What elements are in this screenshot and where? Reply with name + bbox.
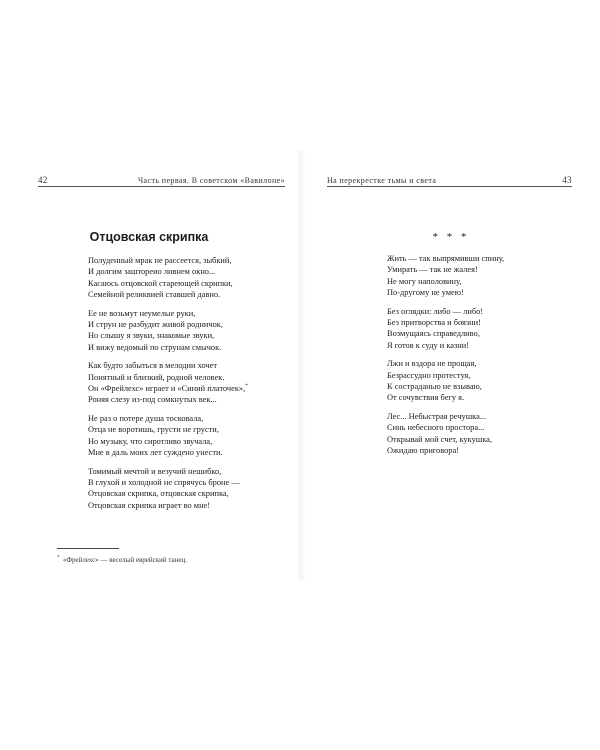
poem-line: Понятный и близкий, родной человек. [88, 372, 225, 382]
poem-line: Лес... Небыстрая речушка... [387, 411, 487, 421]
poem-line: Не раз о потере душа тосковала, [88, 413, 204, 423]
poem-line: Роняя слезу из-под сомкнутых век... [88, 395, 217, 405]
right-running-title: На перекрестке тьмы и света [327, 176, 437, 185]
poem-line: Не могу наполовину, [387, 276, 462, 286]
poem-line: Я готов к суду и казни! [387, 340, 470, 350]
poem-line: Безрассудно протестуя, [387, 370, 471, 380]
footnote-rule [57, 548, 119, 549]
poem-line: Отцовская скрипка, отцовская скрипка, [88, 489, 229, 499]
stanza [88, 308, 288, 354]
poem-line: В глухой и холодной не спрячусь броне — [88, 477, 240, 487]
poem-line: К состраданью не взываю, [387, 382, 482, 392]
poem-line: Синь небесного простора... [387, 423, 485, 433]
poem-line: Без оглядки: либо — либо! [387, 306, 484, 316]
poem-line-with-footnote [88, 383, 288, 394]
poem-line: Отца не воротишь, грусти не грусти, [88, 425, 219, 435]
poem-line: Умирать — так не жалея! [387, 265, 478, 275]
stanza [88, 466, 288, 512]
footnote-mark: * [57, 555, 60, 561]
left-poem [88, 255, 288, 518]
poem-line: И вижу ведомый по струнам смычок. [88, 342, 222, 352]
poem-line: Семейной реликвией ставшей давно. [88, 290, 221, 300]
poem-line: Полуденный мрак не рассеется, зыбкий, [88, 256, 232, 265]
poem-line: И долгим заштореио ливнем окно... [88, 267, 216, 277]
left-page [0, 0, 298, 750]
stanza [88, 255, 288, 301]
stanza [387, 306, 587, 352]
poem-line-text: Он «Фрейлехс» играет и «Синий платочек», [88, 384, 246, 394]
right-page-number: 43 [562, 175, 572, 185]
poem-line: Но музыку, что сиротливо звучала, [88, 436, 213, 446]
poem-line: Томимый мечтой и везучий нешибко, [88, 466, 222, 476]
poem-line: От сочувствия бегу я. [387, 393, 465, 403]
poem-line: Жить — так выпрямивши спину, [387, 254, 505, 263]
poem-line: Лжи и вздора не прощая, [387, 359, 477, 369]
left-header-rule [38, 186, 285, 187]
footnote-text: «Фрейлехс» — веселый еврейский танец. [63, 556, 187, 564]
right-poem [387, 253, 587, 464]
left-page-number: 42 [38, 175, 48, 185]
poem-line: Без притворства и боязни! [387, 318, 481, 328]
footnote-ref: * [245, 383, 248, 390]
left-running-title: Часть первая. В советском «Вавилоне» [137, 176, 285, 185]
right-header-rule [327, 186, 572, 187]
poem-line: Ожидаю приговора! [387, 446, 459, 456]
poem-line: И струн не разбудит живой родничок, [88, 320, 223, 330]
poem-line: Мне в даль моих лет суждено унести. [88, 448, 223, 458]
poem-line: Возмущаясь справедливо, [387, 329, 480, 339]
poem-line: Ее не возьмут неумелые руки, [88, 308, 196, 318]
stanza [88, 360, 288, 406]
stanza [88, 413, 288, 459]
poem-title: Отцовская скрипка [89, 230, 209, 244]
poem-line: Но слышу я звуки, знакомые звуки, [88, 331, 215, 341]
stanza [387, 253, 587, 299]
footnote [57, 556, 287, 564]
poem-line: Касаюсь отцовской стареющей скрипки, [88, 278, 233, 288]
poem-line: По-другому не умею! [387, 288, 464, 298]
stanza [387, 411, 587, 457]
right-page [302, 0, 600, 750]
asterism-separator: * * * [432, 231, 470, 243]
poem-line: Как будто забыться в мелодии хочет [88, 361, 218, 371]
poem-line: Отцовская скрипка играет во мне! [88, 500, 211, 510]
poem-line: Открывай мой счет, кукушка, [387, 434, 492, 444]
stanza [387, 358, 587, 404]
